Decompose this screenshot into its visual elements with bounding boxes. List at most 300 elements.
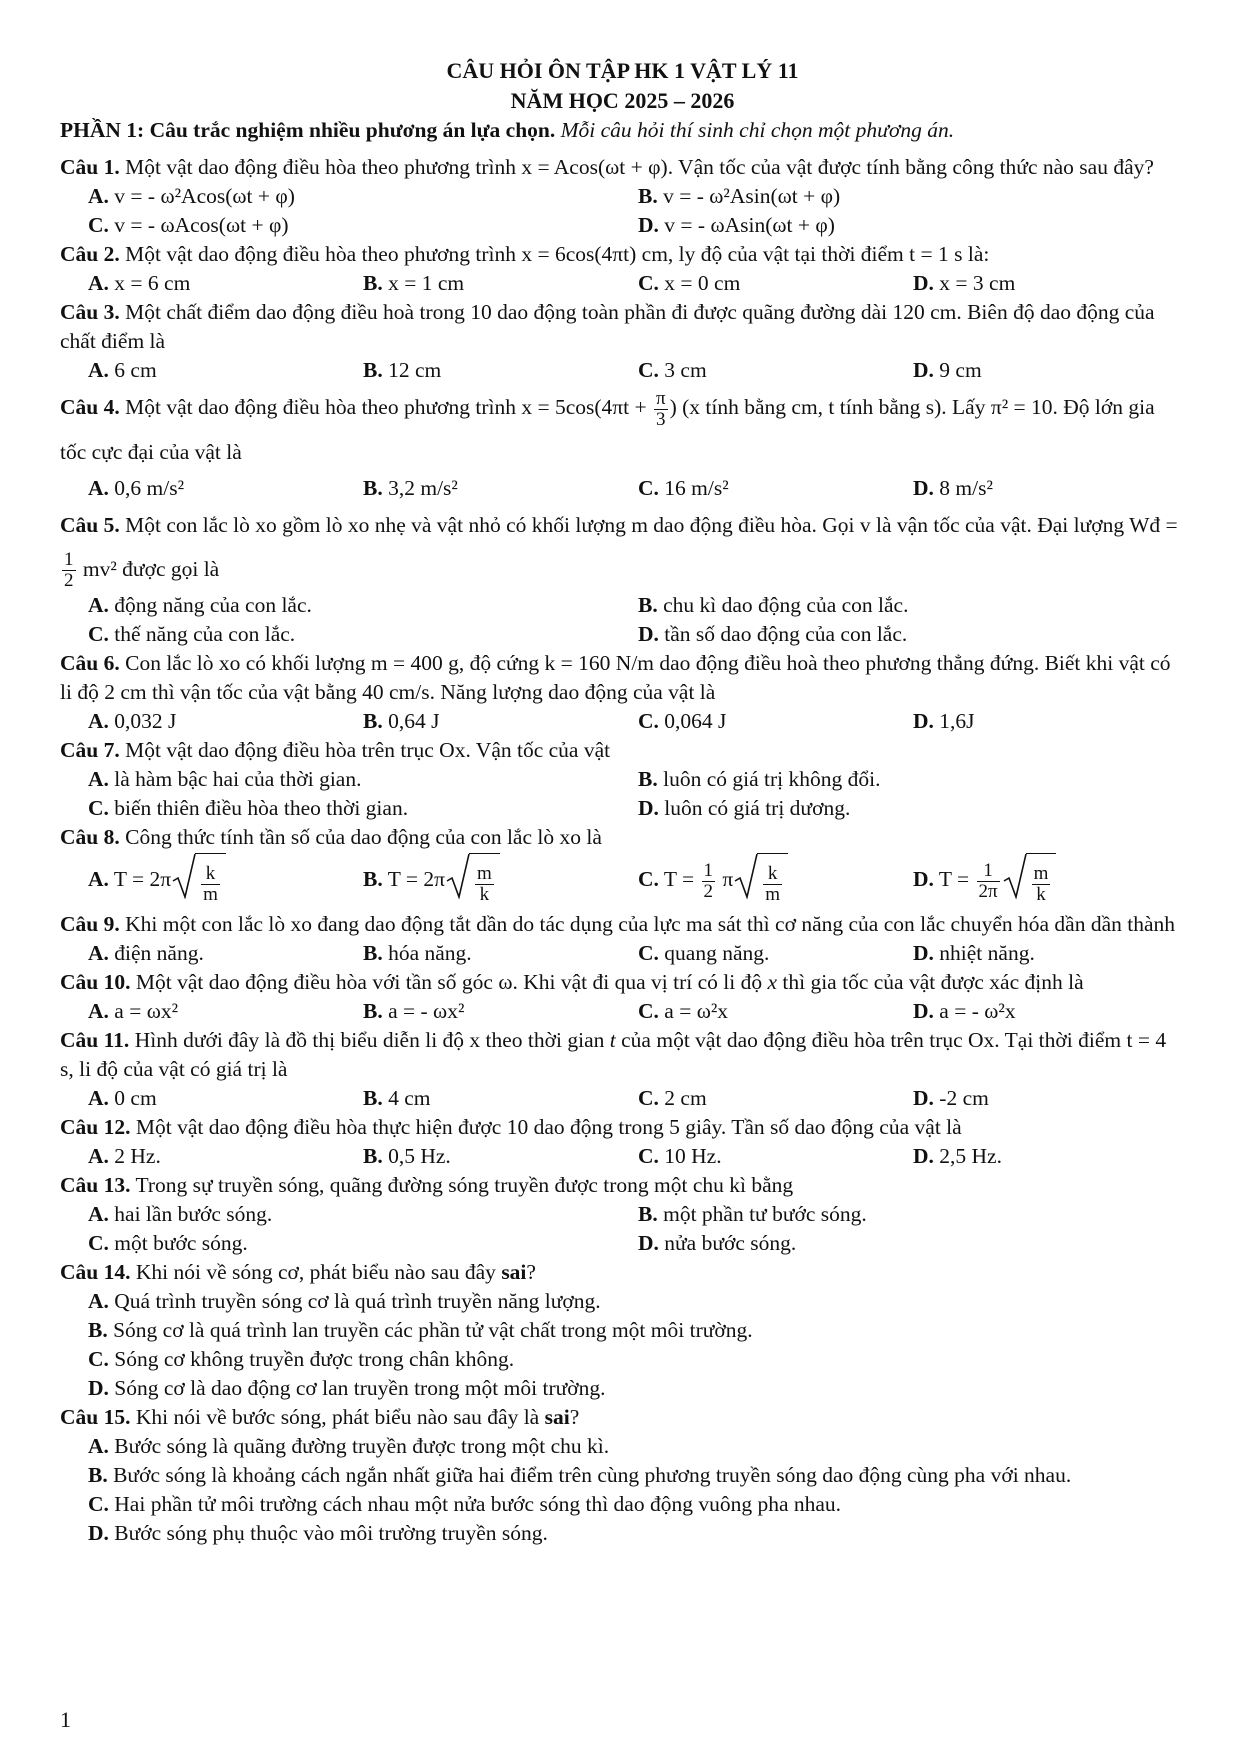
square-root-num: k xyxy=(763,864,782,885)
option-text: Quá trình truyền sóng cơ là quá trình truyền năng lượng. xyxy=(108,1288,601,1313)
options-11 xyxy=(60,1084,1185,1113)
option-letter: A. xyxy=(88,184,109,208)
question-6 xyxy=(60,649,1185,707)
option-letter: B. xyxy=(88,1317,108,1342)
option-text: 12 cm xyxy=(382,358,442,382)
option-a xyxy=(88,707,363,736)
question-text-part-b: ) (x tính bằng cm, t tính bằng s). Lấy π² = 10. Độ lớn gia tốc cực đại của vật là xyxy=(60,395,1155,464)
question-14 xyxy=(60,1258,1185,1287)
variable-italic: t xyxy=(609,1027,616,1052)
option-letter: A. xyxy=(88,1288,109,1313)
question-1 xyxy=(60,153,1185,182)
option-c xyxy=(638,1084,913,1113)
question-number: Câu 12. xyxy=(60,1114,131,1139)
option-text: 1,6J xyxy=(933,709,975,734)
question-text-part-b: thì gia tốc của vật được xác định là xyxy=(777,969,1084,994)
option-d xyxy=(88,1519,1185,1548)
question-number: Câu 15. xyxy=(60,1404,131,1429)
option-c xyxy=(638,356,913,385)
options-12 xyxy=(60,1142,1185,1171)
option-letter: D. xyxy=(913,358,934,382)
option-letter: D. xyxy=(913,867,934,892)
option-letter: C. xyxy=(638,709,659,734)
question-text xyxy=(60,387,1155,464)
option-text: Bước sóng là quãng đường truyền được trong một chu kì. xyxy=(108,1433,610,1458)
option-b xyxy=(638,182,1213,211)
option-c xyxy=(88,211,638,240)
option-c xyxy=(638,269,913,298)
option-text: một bước sóng. xyxy=(108,1230,248,1255)
option-c xyxy=(88,1490,1185,1519)
fraction-denominator: 2π xyxy=(978,880,998,902)
options-10 xyxy=(60,997,1185,1026)
part1-label: PHẦN 1: Câu trắc nghiệm nhiều phương án lựa chọn. xyxy=(60,118,556,142)
option-letter: D. xyxy=(88,1375,109,1400)
question-number: Câu 8. xyxy=(60,825,120,850)
option-a xyxy=(88,269,363,298)
option-text: nửa bước sóng. xyxy=(658,1230,797,1255)
option-text: một phần tư bước sóng. xyxy=(657,1201,867,1226)
option-letter: D. xyxy=(913,271,934,295)
formula-prefix: T = xyxy=(933,867,975,892)
square-root-radicand xyxy=(469,853,500,910)
option-b xyxy=(638,765,1213,794)
square-root-num: m xyxy=(476,863,492,885)
option-letter: A. xyxy=(88,1433,109,1458)
option-text: 0 cm xyxy=(108,1085,157,1110)
square-root-fraction xyxy=(201,864,220,905)
option-c xyxy=(638,474,913,503)
question-15 xyxy=(60,1403,1185,1432)
question-number: Câu 10. xyxy=(60,969,131,994)
option-b xyxy=(363,707,638,736)
formula-prefix: T = 2π xyxy=(108,867,172,892)
option-b xyxy=(363,852,638,910)
option-letter: C. xyxy=(638,475,659,500)
doc-title-line2: NĂM HỌC 2025 – 2026 xyxy=(510,88,735,113)
option-b xyxy=(363,356,638,385)
fraction-numerator: 1 xyxy=(977,861,1000,882)
option-text: nhiệt năng. xyxy=(933,940,1035,965)
option-text: là hàm bậc hai của thời gian. xyxy=(108,767,362,792)
options-13 xyxy=(60,1200,1185,1258)
square-root xyxy=(445,853,500,910)
option-text: Bước sóng là khoảng cách ngắn nhất giữa hai điểm trên cùng phương truyền sóng dao động cùng pha với nhau. xyxy=(107,1462,1072,1487)
option-d xyxy=(913,269,1213,298)
option-letter: B. xyxy=(363,358,383,382)
option-a xyxy=(88,939,363,968)
options-1 xyxy=(60,182,1185,240)
question-text-body: Một chất điểm dao động điều hoà trong 10 dao động toàn phần đi được quãng đường dài 120 cm. Biên độ dao động của chất điểm là xyxy=(60,300,1155,353)
question-number: Câu 1. xyxy=(60,155,120,179)
question-10 xyxy=(60,968,1185,997)
square-root-den: k xyxy=(479,884,490,906)
option-letter: B. xyxy=(363,271,383,295)
question-text-part-b: của một vật dao động điều hòa trên trục Ox. Tại thời điểm t = 4 s, li độ của vật có giá trị là xyxy=(60,1027,1167,1081)
option-text: 0,5 Hz. xyxy=(382,1143,451,1168)
option-text: 16 m/s² xyxy=(658,475,729,500)
option-text: 0,6 m/s² xyxy=(108,475,185,500)
question-text xyxy=(120,242,990,266)
question-number: Câu 13. xyxy=(60,1172,131,1197)
option-c xyxy=(638,1142,913,1171)
question-text xyxy=(60,1028,1166,1081)
option-letter: B. xyxy=(638,767,658,792)
option-letter: A. xyxy=(88,358,109,382)
option-b xyxy=(88,1316,1185,1345)
question-3 xyxy=(60,298,1185,356)
question-number: Câu 11. xyxy=(60,1027,130,1052)
option-letter: C. xyxy=(638,1085,659,1110)
option-letter: C. xyxy=(638,867,659,892)
option-text: 9 cm xyxy=(933,358,982,382)
question-text-body: Một vật dao động điều hòa trên trục Ox. Vận tốc của vật xyxy=(119,738,611,763)
question-number: Câu 5. xyxy=(60,512,120,537)
question-text xyxy=(130,1405,579,1429)
question-number: Câu 6. xyxy=(60,651,120,676)
option-letter: B. xyxy=(363,709,383,734)
option-letter: C. xyxy=(88,1230,109,1255)
square-root-num: m xyxy=(1033,863,1049,885)
option-d xyxy=(638,211,1213,240)
option-letter: A. xyxy=(88,475,109,500)
option-text: 6 cm xyxy=(108,358,157,382)
option-letter: B. xyxy=(638,1201,658,1226)
question-8 xyxy=(60,823,1185,852)
option-text: 0,064 J xyxy=(658,709,727,734)
options-8 xyxy=(60,852,1185,910)
option-a xyxy=(88,1287,1185,1316)
question-2 xyxy=(60,240,1185,269)
option-letter: A. xyxy=(88,271,109,295)
formula-prefix: T = xyxy=(658,867,700,892)
square-root xyxy=(733,853,788,910)
option-text: x = 1 cm xyxy=(382,271,465,295)
option-text: 0,032 J xyxy=(108,709,177,734)
square-root-den: m xyxy=(203,884,218,906)
option-letter: C. xyxy=(88,213,109,237)
option-a xyxy=(88,1142,363,1171)
option-text: 8 m/s² xyxy=(933,475,993,500)
question-text xyxy=(60,300,1155,353)
option-text: a = ω²x xyxy=(658,998,729,1023)
fraction-numerator: π xyxy=(656,387,666,409)
option-letter: C. xyxy=(638,358,659,382)
question-text xyxy=(130,1115,961,1139)
option-text: v = - ωAsin(ωt + φ) xyxy=(658,213,835,237)
emphasis-bold: sai xyxy=(501,1259,527,1284)
option-b xyxy=(363,997,638,1026)
option-b xyxy=(638,1200,1213,1229)
option-text: x = 3 cm xyxy=(933,271,1016,295)
option-a xyxy=(88,997,363,1026)
square-root-den: m xyxy=(765,884,781,906)
option-letter: C. xyxy=(638,1143,659,1168)
option-b xyxy=(88,1461,1185,1490)
option-a xyxy=(88,356,363,385)
option-text: -2 cm xyxy=(933,1085,989,1110)
option-c xyxy=(638,852,913,910)
option-letter: A. xyxy=(88,940,109,965)
question-number: Câu 4. xyxy=(60,395,120,419)
square-root-radicand xyxy=(757,853,788,910)
options-5 xyxy=(60,591,1185,649)
part1-instruction: Mỗi câu hỏi thí sinh chỉ chọn một phương án. xyxy=(555,118,955,142)
option-text: chu kì dao động của con lắc. xyxy=(657,593,909,618)
option-c xyxy=(638,939,913,968)
option-text: điện năng. xyxy=(108,940,204,965)
option-text: hai lần bước sóng. xyxy=(108,1201,273,1226)
question-12 xyxy=(60,1113,1185,1142)
option-letter: A. xyxy=(88,767,109,792)
fraction-numerator: 1 xyxy=(703,859,714,881)
option-a xyxy=(88,852,363,910)
question-text xyxy=(120,912,1175,936)
square-root xyxy=(171,853,226,910)
option-d xyxy=(88,1374,1185,1403)
option-letter: D. xyxy=(638,213,659,237)
question-text xyxy=(120,155,1154,179)
square-root-den: k xyxy=(1036,884,1046,906)
question-text xyxy=(120,825,602,849)
option-d xyxy=(638,1229,1213,1258)
question-5 xyxy=(60,503,1185,592)
option-letter: D. xyxy=(913,1143,934,1168)
option-a xyxy=(88,182,638,211)
question-text-part-b: ? xyxy=(569,1404,580,1429)
option-text: thế năng của con lắc. xyxy=(108,622,296,647)
option-b xyxy=(363,939,638,968)
fraction-numerator: 1 xyxy=(64,549,74,571)
option-d xyxy=(913,1084,1213,1113)
option-letter: B. xyxy=(363,1085,383,1110)
options-15 xyxy=(60,1432,1185,1548)
option-letter: B. xyxy=(363,940,383,965)
option-b xyxy=(363,474,638,503)
option-d xyxy=(913,852,1213,910)
option-c xyxy=(88,1229,638,1258)
options-14 xyxy=(60,1287,1185,1403)
option-c xyxy=(88,794,638,823)
fraction-denominator: 2 xyxy=(64,570,74,592)
option-text: v = - ω²Acos(ωt + φ) xyxy=(108,184,295,208)
formula-fraction xyxy=(702,861,716,902)
part1-heading xyxy=(60,116,1185,145)
option-d xyxy=(913,1142,1213,1171)
square-root-fraction xyxy=(475,864,494,905)
question-text xyxy=(120,738,610,762)
option-letter: A. xyxy=(88,867,109,892)
variable-italic: x xyxy=(767,969,778,994)
options-2 xyxy=(60,269,1185,298)
option-d xyxy=(638,794,1213,823)
option-b xyxy=(363,269,638,298)
option-text: hóa năng. xyxy=(382,940,472,965)
formula-suffix: π xyxy=(717,867,734,892)
option-letter: B. xyxy=(638,593,658,618)
option-letter: A. xyxy=(88,998,109,1023)
question-11 xyxy=(60,1026,1185,1084)
option-letter: A. xyxy=(88,593,109,618)
option-a xyxy=(88,591,638,620)
question-text xyxy=(60,651,1171,704)
question-text-part-a: Khi nói về bước sóng, phát biểu nào sau đây là xyxy=(130,1404,545,1429)
option-letter: D. xyxy=(638,796,659,821)
option-letter: B. xyxy=(638,184,658,208)
option-text: luôn có giá trị dương. xyxy=(658,796,851,821)
question-number: Câu 9. xyxy=(60,911,120,936)
option-a xyxy=(88,1200,638,1229)
option-a xyxy=(88,1084,363,1113)
option-c xyxy=(638,997,913,1026)
option-letter: D. xyxy=(913,998,934,1023)
question-text-part-b: ? xyxy=(526,1259,536,1284)
question-7 xyxy=(60,736,1185,765)
question-9 xyxy=(60,910,1185,939)
option-letter: A. xyxy=(88,1201,109,1226)
options-7 xyxy=(60,765,1185,823)
inline-fraction xyxy=(654,389,668,430)
option-d xyxy=(913,997,1213,1026)
option-text: luôn có giá trị không đổi. xyxy=(657,767,881,792)
option-letter: D. xyxy=(913,475,934,500)
option-letter: D. xyxy=(638,622,659,647)
option-text: tần số dao động của con lắc. xyxy=(658,622,908,647)
question-text-body: Khi một con lắc lò xo đang dao động tắt dần do tác dụng của lực ma sát thì cơ năng của con lắc chuyển hóa dần dần thành xyxy=(119,911,1176,936)
option-letter: B. xyxy=(363,867,383,892)
option-letter: C. xyxy=(88,622,109,647)
question-text-body: Một vật dao động điều hòa thực hiện được 10 dao động trong 5 giây. Tần số dao động của vật là xyxy=(130,1114,962,1139)
question-list xyxy=(60,153,1185,1548)
option-letter: D. xyxy=(913,940,934,965)
option-letter: A. xyxy=(88,1143,109,1168)
option-a xyxy=(88,765,638,794)
option-d xyxy=(913,939,1213,968)
option-text: Sóng cơ là dao động cơ lan truyền trong một môi trường. xyxy=(108,1375,606,1400)
option-letter: D. xyxy=(913,1085,934,1110)
option-b xyxy=(363,1142,638,1171)
option-letter: B. xyxy=(88,1462,108,1487)
formula-prefix: T = 2π xyxy=(382,867,445,892)
question-4 xyxy=(60,385,1185,474)
question-text-body: Trong sự truyền sóng, quãng đường sóng truyền được trong một chu kì bằng xyxy=(130,1172,794,1197)
option-letter: B. xyxy=(363,1143,383,1168)
emphasis-bold: sai xyxy=(544,1404,570,1429)
option-text: quang năng. xyxy=(658,940,770,965)
square-root-radicand xyxy=(1026,853,1057,910)
question-text-part-a: Một vật dao động điều hòa với tần số góc ω. Khi vật đi qua vị trí có li độ xyxy=(130,969,768,994)
doc-title-line1: CÂU HỎI ÔN TẬP HK 1 VẬT LÝ 11 xyxy=(446,58,799,83)
question-text-part-b: mv² được gọi là xyxy=(77,556,220,581)
option-letter: D. xyxy=(913,709,934,734)
option-letter: C. xyxy=(638,271,659,295)
option-text: a = ωx² xyxy=(108,998,179,1023)
option-letter: D. xyxy=(88,1520,109,1545)
option-text: v = - ωAcos(ωt + φ) xyxy=(108,213,289,237)
question-number: Câu 7. xyxy=(60,738,120,763)
option-c xyxy=(88,620,638,649)
option-text: Bước sóng phụ thuộc vào môi trường truyền sóng. xyxy=(108,1520,548,1545)
question-text xyxy=(130,1260,535,1284)
option-letter: B. xyxy=(363,475,383,500)
option-letter: C. xyxy=(638,940,659,965)
option-c xyxy=(638,707,913,736)
option-text: 2,5 Hz. xyxy=(933,1143,1002,1168)
option-text: 2 Hz. xyxy=(108,1143,161,1168)
option-text: biến thiên điều hòa theo thời gian. xyxy=(108,796,409,821)
options-9 xyxy=(60,939,1185,968)
question-text-body: Con lắc lò xo có khối lượng m = 400 g, độ cứng k = 160 N/m dao động điều hoà theo phương thẳng đứng. Biết khi vật có li độ 2 cm thì vận tốc của vật bằng 40 cm/s. Năng lượng dao động của vật là xyxy=(60,651,1171,705)
question-text xyxy=(130,1173,793,1197)
option-d xyxy=(913,356,1213,385)
question-number: Câu 3. xyxy=(60,300,120,324)
options-3 xyxy=(60,356,1185,385)
option-text: Hai phần tử môi trường cách nhau một nửa bước sóng thì dao động vuông pha nhau. xyxy=(108,1491,842,1516)
question-text xyxy=(60,512,1178,592)
question-13 xyxy=(60,1171,1185,1200)
square-root xyxy=(1002,853,1057,910)
square-root-num: k xyxy=(201,864,220,885)
option-text: x = 6 cm xyxy=(108,271,191,295)
question-text-part-a: Một vật dao động điều hòa theo phương trình x = 5cos(4πt + xyxy=(119,395,652,419)
option-b xyxy=(638,591,1213,620)
option-letter: A. xyxy=(88,709,109,734)
option-a xyxy=(88,474,363,503)
inline-fraction xyxy=(62,550,76,591)
square-root-fraction xyxy=(763,864,782,905)
question-number: Câu 14. xyxy=(60,1259,131,1284)
question-text-part-a: Một con lắc lò xo gồm lò xo nhẹ và vật nhỏ có khối lượng m dao động điều hòa. Gọi v là vận tốc của vật. Đại lượng Wđ = xyxy=(119,512,1178,537)
option-text: Sóng cơ không truyền được trong chân không. xyxy=(108,1346,515,1371)
question-text xyxy=(130,970,1083,994)
option-b xyxy=(363,1084,638,1113)
question-text-body: Một vật dao động điều hòa theo phương trình x = 6cos(4πt) cm, ly độ của vật tại thời điểm t = 1 s là: xyxy=(119,242,990,266)
option-text: 3,2 m/s² xyxy=(382,475,458,500)
option-text: động năng của con lắc. xyxy=(108,593,312,618)
option-text: 10 Hz. xyxy=(658,1143,722,1168)
option-text: a = - ω²x xyxy=(933,998,1016,1023)
question-number: Câu 2. xyxy=(60,242,120,266)
question-text-part-a: Hình dưới đây là đồ thị biểu diễn li độ x theo thời gian xyxy=(129,1027,610,1052)
option-d xyxy=(913,707,1213,736)
option-c xyxy=(88,1345,1185,1374)
question-text-part-a: Khi nói về sóng cơ, phát biểu nào sau đây xyxy=(130,1259,502,1284)
page-number: 1 xyxy=(60,1707,71,1732)
option-letter: D. xyxy=(638,1230,659,1255)
square-root-radicand xyxy=(195,853,226,910)
options-6 xyxy=(60,707,1185,736)
option-text: 2 cm xyxy=(658,1085,707,1110)
option-letter: A. xyxy=(88,1085,109,1110)
option-text: v = - ω²Asin(ωt + φ) xyxy=(657,184,841,208)
option-d xyxy=(913,474,1213,503)
option-letter: C. xyxy=(88,796,109,821)
option-letter: C. xyxy=(638,998,659,1023)
option-text: 4 cm xyxy=(382,1085,431,1110)
square-root-fraction xyxy=(1032,864,1051,905)
question-text-body: Một vật dao động điều hòa theo phương trình x = Acos(ωt + φ). Vận tốc của vật được tính bằng công thức nào sau đây? xyxy=(119,155,1154,179)
document-page xyxy=(60,56,1185,1548)
option-text: Sóng cơ là quá trình lan truyền các phần tử vật chất trong một môi trường. xyxy=(107,1317,753,1342)
option-text: 0,64 J xyxy=(382,709,440,734)
formula-fraction xyxy=(977,861,1000,902)
question-text-body: Công thức tính tần số của dao động của con lắc lò xo là xyxy=(119,825,602,850)
option-letter: C. xyxy=(88,1346,109,1371)
option-letter: C. xyxy=(88,1491,109,1516)
options-4 xyxy=(60,474,1185,503)
fraction-denominator: 2 xyxy=(703,880,714,902)
option-text: a = - ωx² xyxy=(382,998,465,1023)
